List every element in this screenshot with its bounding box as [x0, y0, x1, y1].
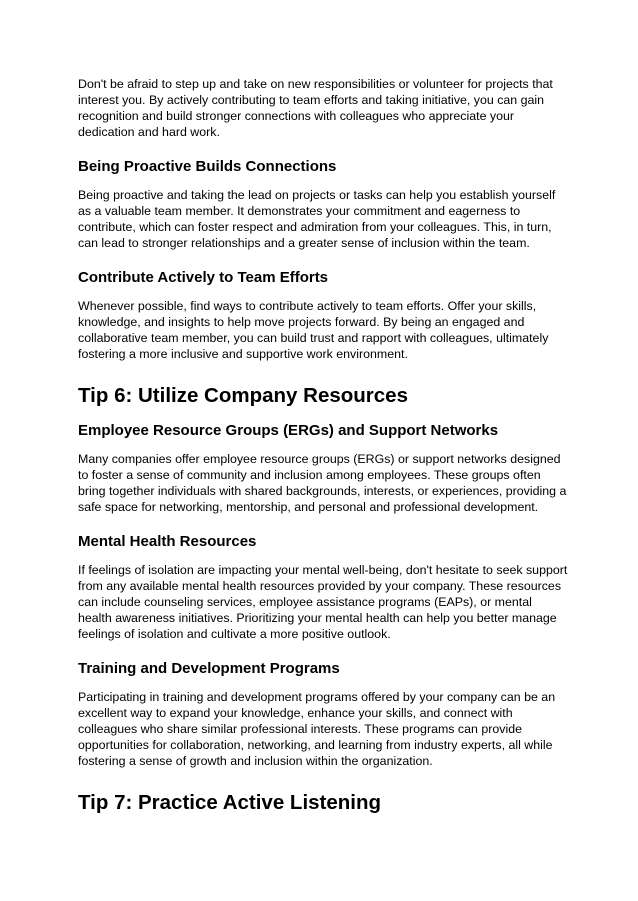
paragraph-mental-health: If feelings of isolation are impacting your mental well-being, don't hesitate to seek support from any available mental health resources provided by your company. These resources can include counseling services, employee assistance programs (EAPs), or mental health awareness initiatives. Prioritizing your mental health can help you better manage feelings of isolation and cultivate a more positive outlook. — [78, 563, 568, 641]
heading-being-proactive: Being Proactive Builds Connections — [78, 158, 337, 175]
heading-tip-7: Tip 7: Practice Active Listening — [78, 791, 382, 814]
intro-paragraph: Don't be afraid to step up and take on new responsibilities or volunteer for projects that interest you. By actively contributing to team efforts and taking initiative, you can gain recognition and build stronger connections with colleagues who appreciate your dedication and hard work. — [78, 77, 553, 139]
paragraph-training: Participating in training and development programs offered by your company can be an excellent way to expand your knowledge, enhance your skills, and connect with colleagues who share similar professional interests. These programs can provide opportunities for collaboration, networking, and learning from industry experts, all while fostering a sense of growth and inclusion within the organization. — [78, 690, 556, 768]
heading-training: Training and Development Programs — [78, 660, 340, 677]
heading-contribute-actively: Contribute Actively to Team Efforts — [78, 269, 329, 286]
paragraph-ergs: Many companies offer employee resource groups (ERGs) or support networks designed to foster a sense of community and inclusion among employees. These groups often bring together individuals with shared backgrounds, interests, or experiences, providing a safe space for networking, mentorship, and personal and professional development. — [78, 452, 567, 514]
heading-tip-6: Tip 6: Utilize Company Resources — [78, 384, 408, 407]
paragraph-being-proactive: Being proactive and taking the lead on projects or tasks can help you establish yourself as a valuable team member. It demonstrates your commitment and eagerness to contribute, which can foster respect and admiration from your colleagues. This, in turn, can lead to stronger relationships and a greater sense of inclusion within the team. — [78, 188, 556, 250]
heading-mental-health: Mental Health Resources — [78, 533, 257, 550]
heading-ergs: Employee Resource Groups (ERGs) and Support Networks — [78, 422, 499, 439]
document-page — [78, 76, 568, 815]
paragraph-contribute-actively: Whenever possible, find ways to contribute actively to team efforts. Offer your skills, knowledge, and insights to help move projects forward. By being an engaged and collaborative team member, you can build trust and rapport with colleagues, ultimately fostering a more inclusive and supportive work environment. — [78, 299, 549, 361]
